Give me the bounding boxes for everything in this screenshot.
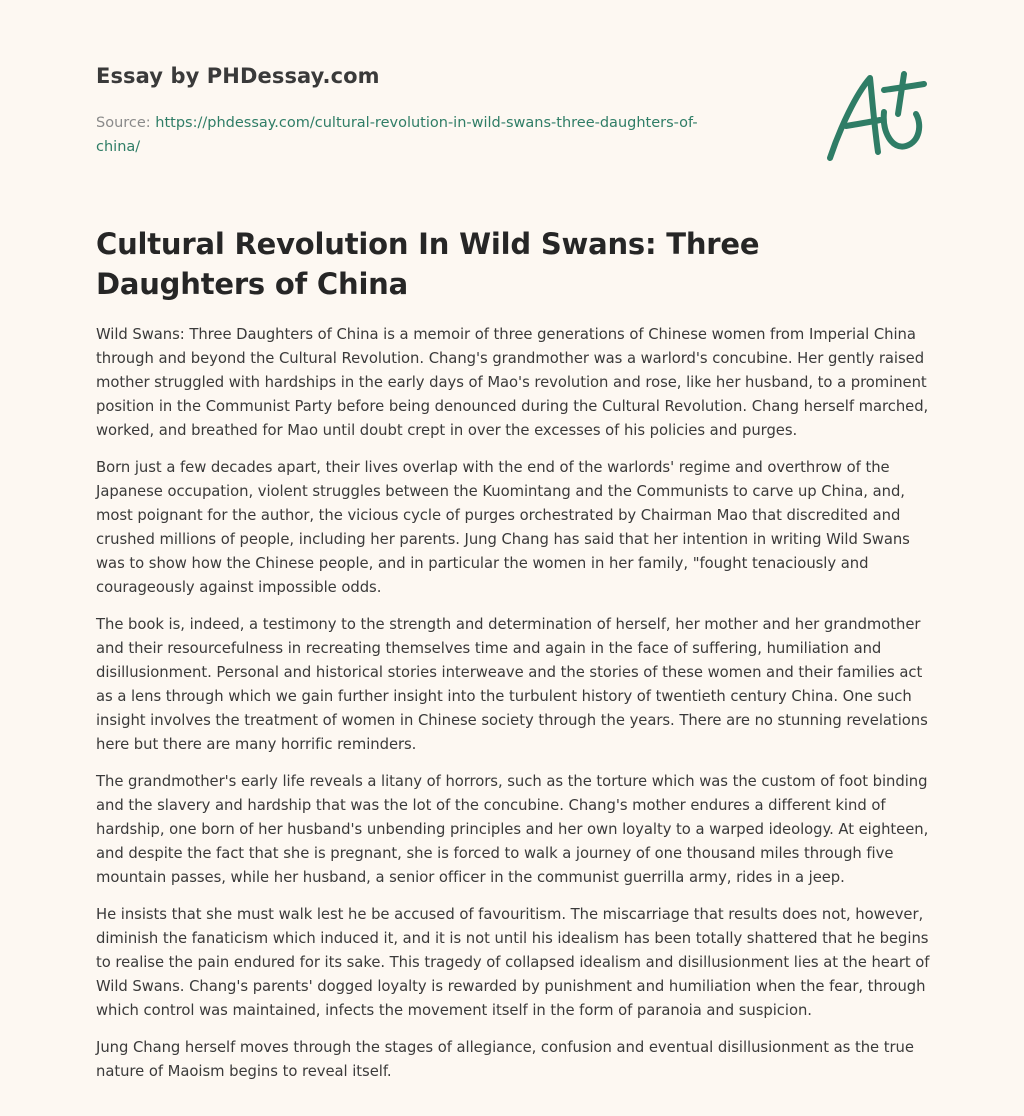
essay-paragraph: He insists that she must walk lest he be accused of favouritism. The miscarriage that results does not, however, diminish the fanaticism which induced it, and it is not until his idealism has been totally shattered that he begins to realise the pain endured for its sake. This tragedy of collapsed idealism and disillusionment lies at the heart of Wild Swans. Chang's parents' dogged loyalty is rewarded by punishment and humiliation when the fear, through which control was maintained, infects the movement itself in the form of paranoia and suspicion. [96,906,930,1019]
essay-paragraph: The book is, indeed, a testimony to the strength and determination of herself, her mother and her grandmother and their resourcefulness in recreating themselves time and again in the face of suffering, humiliation and disillusionment. Personal and historical stories interweave and the stories of these women and their families act as a lens through which we gain further insight into the turbulent history of twentieth century China. One such insight involves the treatment of women in Chinese society through the years. There are no stunning revelations here but there are many horrific reminders. [96,616,928,753]
source-link[interactable]: https://phdessay.com/cultural-revolution-in-wild-swans-three-daughters-of-china/ [96,115,698,155]
essay-title: Cultural Revolution In Wild Swans: Three Daughters of China [96,227,760,301]
essay-paragraph: Wild Swans: Three Daughters of China is a memoir of three generations of Chinese women from Imperial China through and beyond the Cultural Revolution. Chang's grandmother was a warlord's concubine. Her gently raised mother struggled with hardships in the early days of Mao's revolution and rose, like her husband, to a prominent position in the Communist Party before being denounced during the Cultural Revolution. Chang herself marched, worked, and breathed for Mao until doubt crept in over the excesses of his policies and purges. [96,326,929,439]
source-line [96,111,736,159]
source-label: Source: [96,115,151,131]
essay-paragraph: The grandmother's early life reveals a litany of horrors, such as the torture which was the custom of foot binding and the slavery and hardship that was the lot of the concubine. Chang's mother endures a different kind of hardship, one born of her husband's unbending principles and her own loyalty to a warped ideology. At eighteen, and despite the fact that she is pregnant, she is forced to walk a journey of one thousand miles through five mountain passes, while her husband, a senior officer in the communist guerrilla army, rides in a jeep. [96,773,929,886]
essay-paragraph: Jung Chang herself moves through the stages of allegiance, confusion and eventual disillusionment as the true nature of Maoism begins to reveal itself. [96,1039,914,1080]
essay-body [96,323,932,1097]
essay-paragraph: Born just a few decades apart, their lives overlap with the end of the warlords' regime and overthrow of the Japanese occupation, violent struggles between the Kuomintang and the Communists to carve up China, and, most poignant for the author, the vicious cycle of purges orchestrated by Chairman Mao that discredited and crushed millions of people, including her parents. Jung Chang has said that her intention in writing Wild Swans was to show how the Chinese people, and in particular the women in her family, "fought tenaciously and courageously against impossible odds. [96,459,910,596]
a-plus-logo-icon [826,66,928,166]
site-title: Essay by PHDessay.com [96,64,380,88]
